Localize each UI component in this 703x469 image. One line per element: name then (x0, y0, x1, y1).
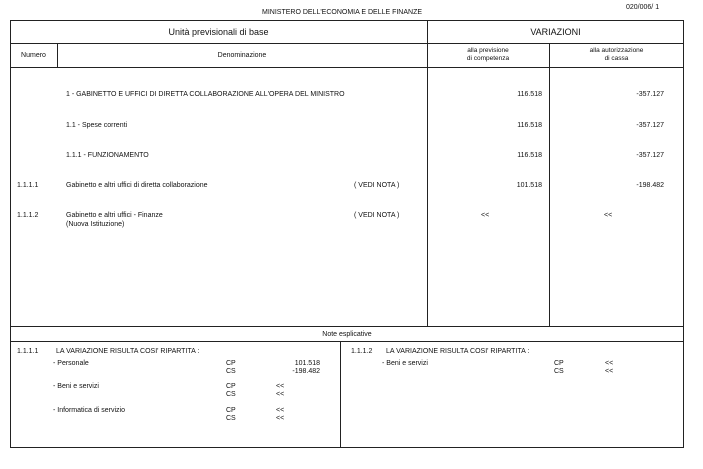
note-heading: LA VARIAZIONE RISULTA COSI' RIPARTITA : (386, 348, 530, 355)
note-cp-value: << (276, 407, 285, 414)
row-denominazione: 1 - GABINETTO E UFFICI DI DIRETTA COLLABORAZIONE ALL'OPERA DEL MINISTRO (66, 91, 345, 98)
row-denominazione: 1.1 - Spese correnti (66, 122, 128, 129)
variazioni-title: VARIAZIONI (530, 27, 581, 37)
note-cs-value: << (276, 391, 285, 398)
row-nota: ( VEDI NOTA ) (354, 182, 400, 189)
note-cp-value: << (276, 383, 285, 390)
note-code: 1.1.1.1 (17, 348, 39, 355)
row-cassa: -357.127 (636, 91, 664, 98)
col-cassa-line1: alla autorizzazione (589, 47, 644, 54)
note-cs-label: CS (226, 415, 236, 422)
row-denominazione: Gabinetto e altri uffici di diretta collaborazione (66, 182, 208, 189)
upb-title: Unità previsionali di base (168, 27, 269, 37)
note-cp-label: CP (226, 360, 236, 367)
row-numero: 1.1.1.2 (17, 212, 39, 219)
note-cs-value: << (276, 415, 285, 422)
row-cassa: -357.127 (636, 122, 664, 129)
col-competenza-line1: alla previsione (467, 47, 509, 54)
row-competenza: 116.518 (517, 122, 542, 129)
row-nota: ( VEDI NOTA ) (354, 212, 400, 219)
row-denominazione-line2: (Nuova Istituzione) (66, 221, 125, 228)
col-numero: Numero (21, 52, 46, 59)
note-cp-label: CP (226, 407, 236, 414)
row-denominazione: 1.1.1 - FUNZIONAMENTO (66, 152, 149, 159)
note-heading: LA VARIAZIONE RISULTA COSI' RIPARTITA : (56, 348, 200, 355)
row-cassa: -198.482 (636, 182, 664, 189)
note-cs-label: CS (554, 368, 564, 375)
note-cp-label: CP (554, 360, 564, 367)
row-numero: 1.1.1.1 (17, 182, 39, 189)
note-cs-label: CS (226, 368, 236, 375)
ministry-title: MINISTERO DELL'ECONOMIA E DELLE FINANZE (262, 9, 423, 16)
row-cassa: << (604, 212, 613, 219)
document-code: 020/006/ 1 (626, 4, 660, 11)
note-item-label: - Personale (53, 360, 89, 367)
note-item-label: - Informatica di servizio (53, 407, 125, 414)
note-item-label: - Beni e servizi (382, 360, 428, 367)
col-cassa-line2: di cassa (604, 55, 629, 62)
note-cp-value: 101.518 (294, 360, 320, 367)
row-denominazione: Gabinetto e altri uffici - Finanze (66, 212, 163, 219)
note-cs-value: << (605, 368, 614, 375)
note-cp-value: << (605, 360, 614, 367)
note-code: 1.1.1.2 (351, 348, 373, 355)
row-competenza: 101.518 (516, 182, 542, 189)
row-competenza: 116.518 (517, 152, 542, 159)
col-competenza-line2: di competenza (466, 55, 510, 62)
note-cs-value: -198.482 (292, 368, 320, 375)
row-competenza: << (481, 212, 490, 219)
note-cp-label: CP (226, 383, 236, 390)
page-frame (10, 20, 684, 448)
note-item-label: - Beni e servizi (53, 383, 99, 390)
note-cs-label: CS (226, 391, 236, 398)
row-competenza: 116.518 (517, 91, 542, 98)
row-cassa: -357.127 (636, 152, 664, 159)
col-denominazione: Denominazione (217, 52, 267, 59)
notes-title: Note esplicative (322, 331, 372, 338)
